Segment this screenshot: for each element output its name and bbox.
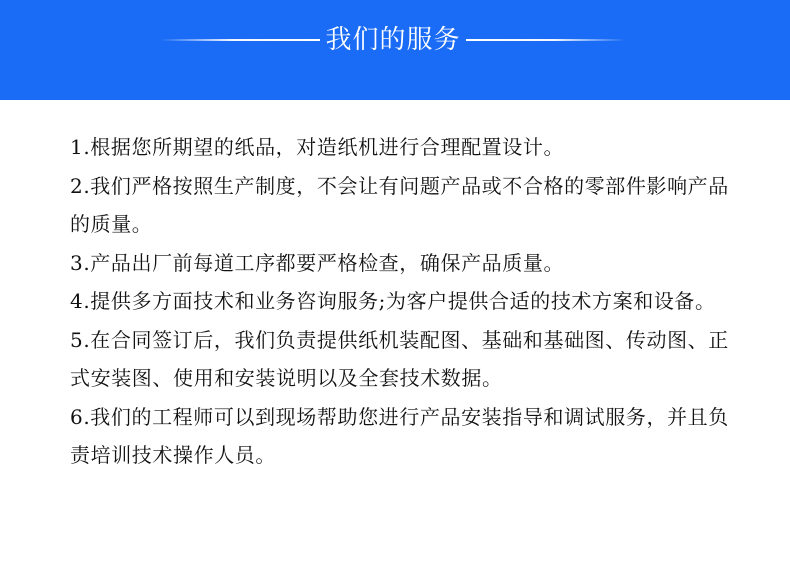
service-item-1: 1.根据您所期望的纸品，对造纸机进行合理配置设计。: [70, 135, 565, 159]
service-item-5: 5.在合同签订后，我们负责提供纸机装配图、基础和基础图、传动图、正式安装图、使用和安装说明以及全套技术数据。: [70, 327, 729, 390]
title-left-divider: [160, 39, 320, 41]
service-item-6: 6.我们的工程师可以到现场帮助您进行产品安装指导和调试服务，并且负责培训技术操作人员。: [70, 404, 729, 467]
service-item-3: 3.产品出厂前每道工序都要严格检查，确保产品质量。: [70, 250, 565, 275]
header-banner: [0, 0, 790, 100]
title-right-divider: [466, 39, 626, 41]
service-item-4: 4.提供多方面技术和业务咨询服务;为客户提供合适的技术方案和设备。: [70, 289, 716, 313]
service-item-2: 2.我们严格按照生产制度，不会让有问题产品或不合格的零部件影响产品的质量。: [70, 173, 729, 236]
service-list: [70, 128, 730, 475]
section-title: 我们的服务: [325, 25, 461, 55]
